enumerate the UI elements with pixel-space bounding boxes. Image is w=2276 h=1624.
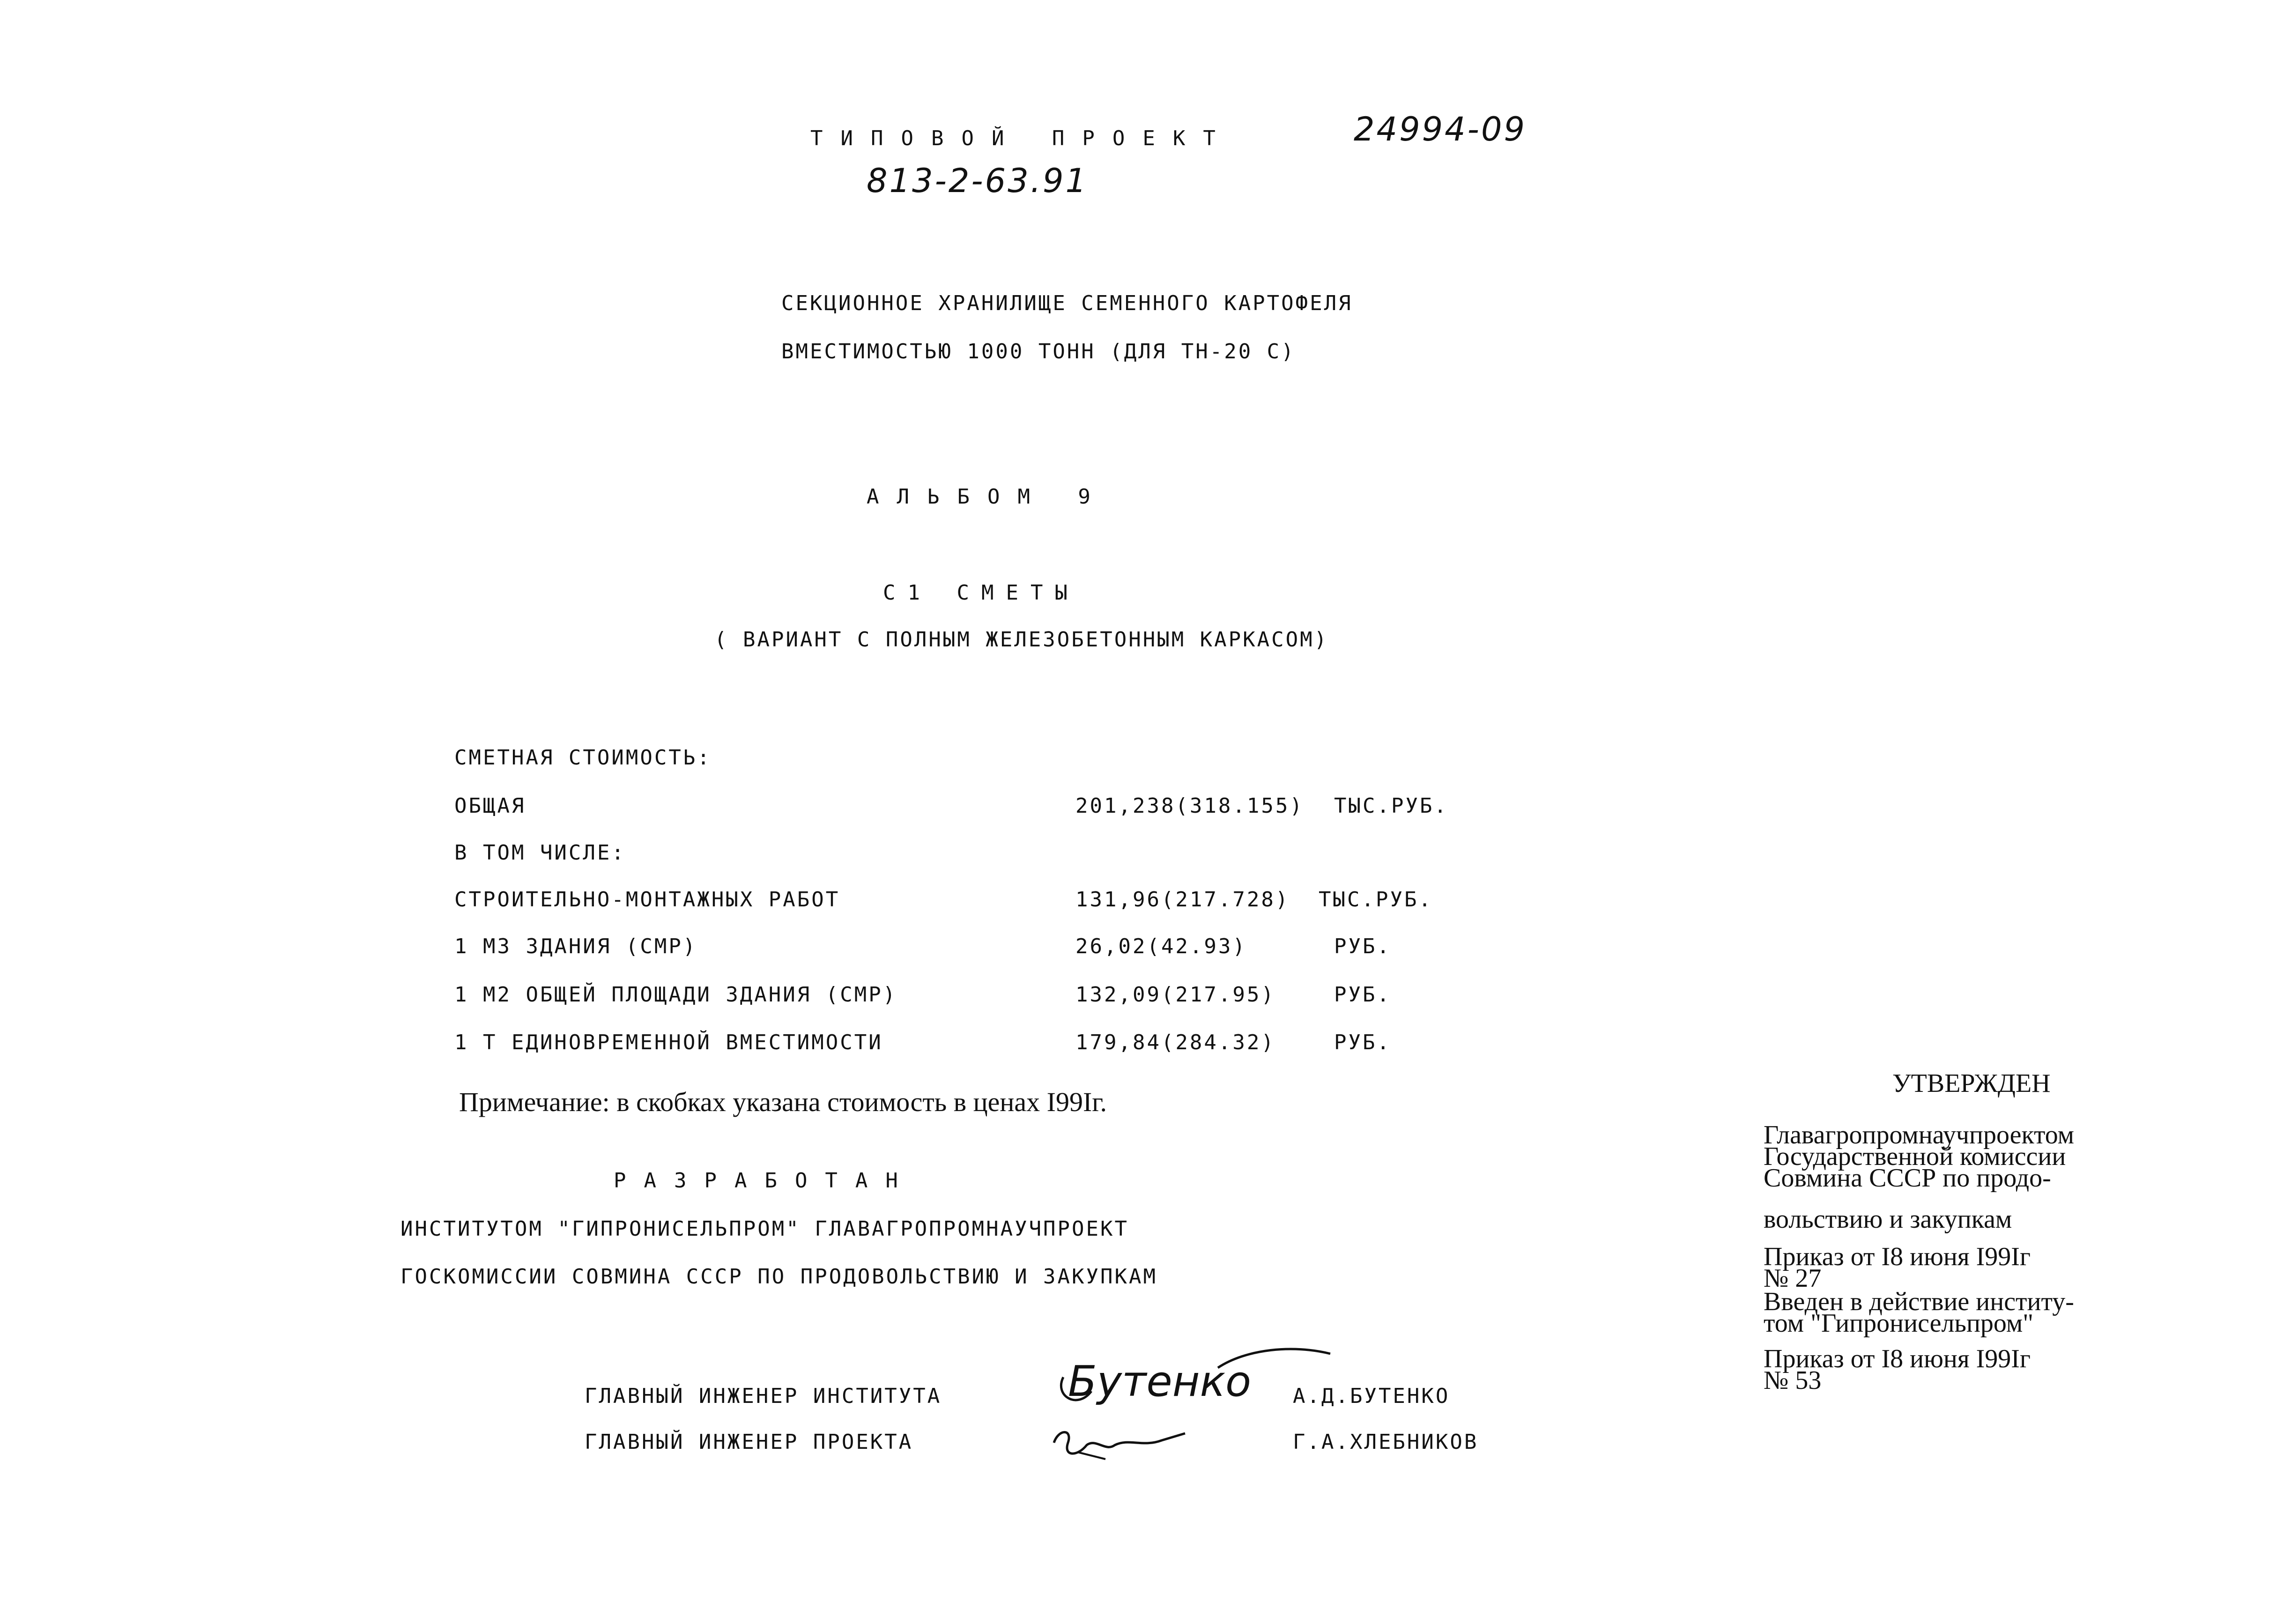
chief-engineer-institute-role: ГЛАВНЫЙ ИНЖЕНЕР ИНСТИТУТА	[585, 1384, 942, 1408]
chief-engineer-project-role: ГЛАВНЫЙ ИНЖЕНЕР ПРОЕКТА	[585, 1430, 913, 1454]
chief-engineer-project-name: Г.А.ХЛЕБНИКОВ	[1293, 1430, 1479, 1454]
approval-org-line: Государственной комиссии	[1764, 1142, 2066, 1171]
approval-order-line: Приказ от I8 июня I99Iг	[1764, 1242, 2031, 1271]
approval-order-number: № 53	[1764, 1366, 1822, 1395]
signature-khlebnikov	[1049, 1424, 1190, 1466]
cost-row-label: СТРОИТЕЛЬНО-МОНТАЖНЫХ РАБОТ	[454, 888, 840, 912]
cost-row-unit: РУБ.	[1334, 983, 1391, 1007]
approval-org-line: вольствию и закупкам	[1764, 1205, 2012, 1234]
cost-row-value: 179,84(284.32)	[1075, 1031, 1275, 1054]
cost-row-label: 1 М3 ЗДАНИЯ (СМР)	[454, 934, 697, 958]
cost-heading: СМЕТНАЯ СТОИМОСТЬ:	[454, 746, 712, 770]
cost-row-unit: РУБ.	[1334, 934, 1391, 958]
developer-line-1: ИНСТИТУТОМ "ГИПРОНИСЕЛЬПРОМ" ГЛАВАГРОПРОМНАУЧПРОЕКТ	[400, 1217, 1129, 1241]
approval-order-line: Приказ от I8 июня I99Iг	[1764, 1344, 2031, 1373]
project-type: ТИПОВОЙ ПРОЕКТ	[810, 126, 1233, 150]
title-line-1: СЕКЦИОННОЕ ХРАНИЛИЩЕ СЕМЕННОГО КАРТОФЕЛЯ	[781, 291, 1353, 315]
approval-org-line: Совмина СССР по продо-	[1764, 1164, 2051, 1193]
approval-intro-line: том "Гипронисельпром"	[1764, 1309, 2034, 1338]
registration-number: 24994-09	[1354, 110, 1527, 148]
album-label: АЛЬБОМ 9	[867, 485, 1108, 509]
cost-row-label: В ТОМ ЧИСЛЕ:	[454, 841, 626, 865]
developer-heading: РАЗРАБОТАН	[614, 1169, 916, 1193]
cost-row-value: 132,09(217.95)	[1075, 983, 1275, 1007]
approval-org-line: Главагропромнаучпроектом	[1764, 1120, 2075, 1149]
section-title: С1 СМЕТЫ	[883, 581, 1080, 605]
developer-line-2: ГОСКОМИССИИ СОВМИНА СССР ПО ПРОДОВОЛЬСТВИЮ И ЗАКУПКАМ	[400, 1265, 1157, 1289]
cost-row-label: 1 Т ЕДИНОВРЕМЕННОЙ ВМЕСТИМОСТИ	[454, 1031, 883, 1054]
cost-row-unit: ТЫС.РУБ.	[1334, 794, 1448, 818]
approval-order-number: № 27	[1764, 1264, 1822, 1293]
cost-row-unit: ТЫС.РУБ.	[1319, 888, 1433, 912]
approval-intro-line: Введен в действие институ-	[1764, 1287, 2074, 1316]
cost-row-unit: РУБ.	[1334, 1031, 1391, 1054]
approval-heading: УТВЕРЖДЕН	[1892, 1069, 2051, 1098]
signature-butenko-text: Бутенко	[1068, 1357, 1252, 1406]
project-number: 813-2-63.91	[867, 162, 1089, 200]
cost-row-label: 1 М2 ОБЩЕЙ ПЛОЩАДИ ЗДАНИЯ (СМР)	[454, 983, 897, 1007]
cost-row-value: 131,96(217.728)	[1075, 888, 1290, 912]
cost-row-value: 26,02(42.93)	[1075, 934, 1247, 958]
title-line-2: ВМЕСТИМОСТЬЮ 1000 ТОНН (ДЛЯ ТН-20 С)	[781, 340, 1296, 363]
section-subtitle: ( ВАРИАНТ С ПОЛНЫМ ЖЕЛЕЗОБЕТОННЫМ КАРКАСОМ)	[714, 628, 1329, 652]
cost-row-label: ОБЩАЯ	[454, 794, 526, 818]
cost-row-value: 201,238(318.155)	[1075, 794, 1304, 818]
cost-note: Примечание: в скобках указана стоимость в ценах I99Iг.	[459, 1087, 1107, 1117]
chief-engineer-institute-name: А.Д.БУТЕНКО	[1293, 1384, 1450, 1408]
